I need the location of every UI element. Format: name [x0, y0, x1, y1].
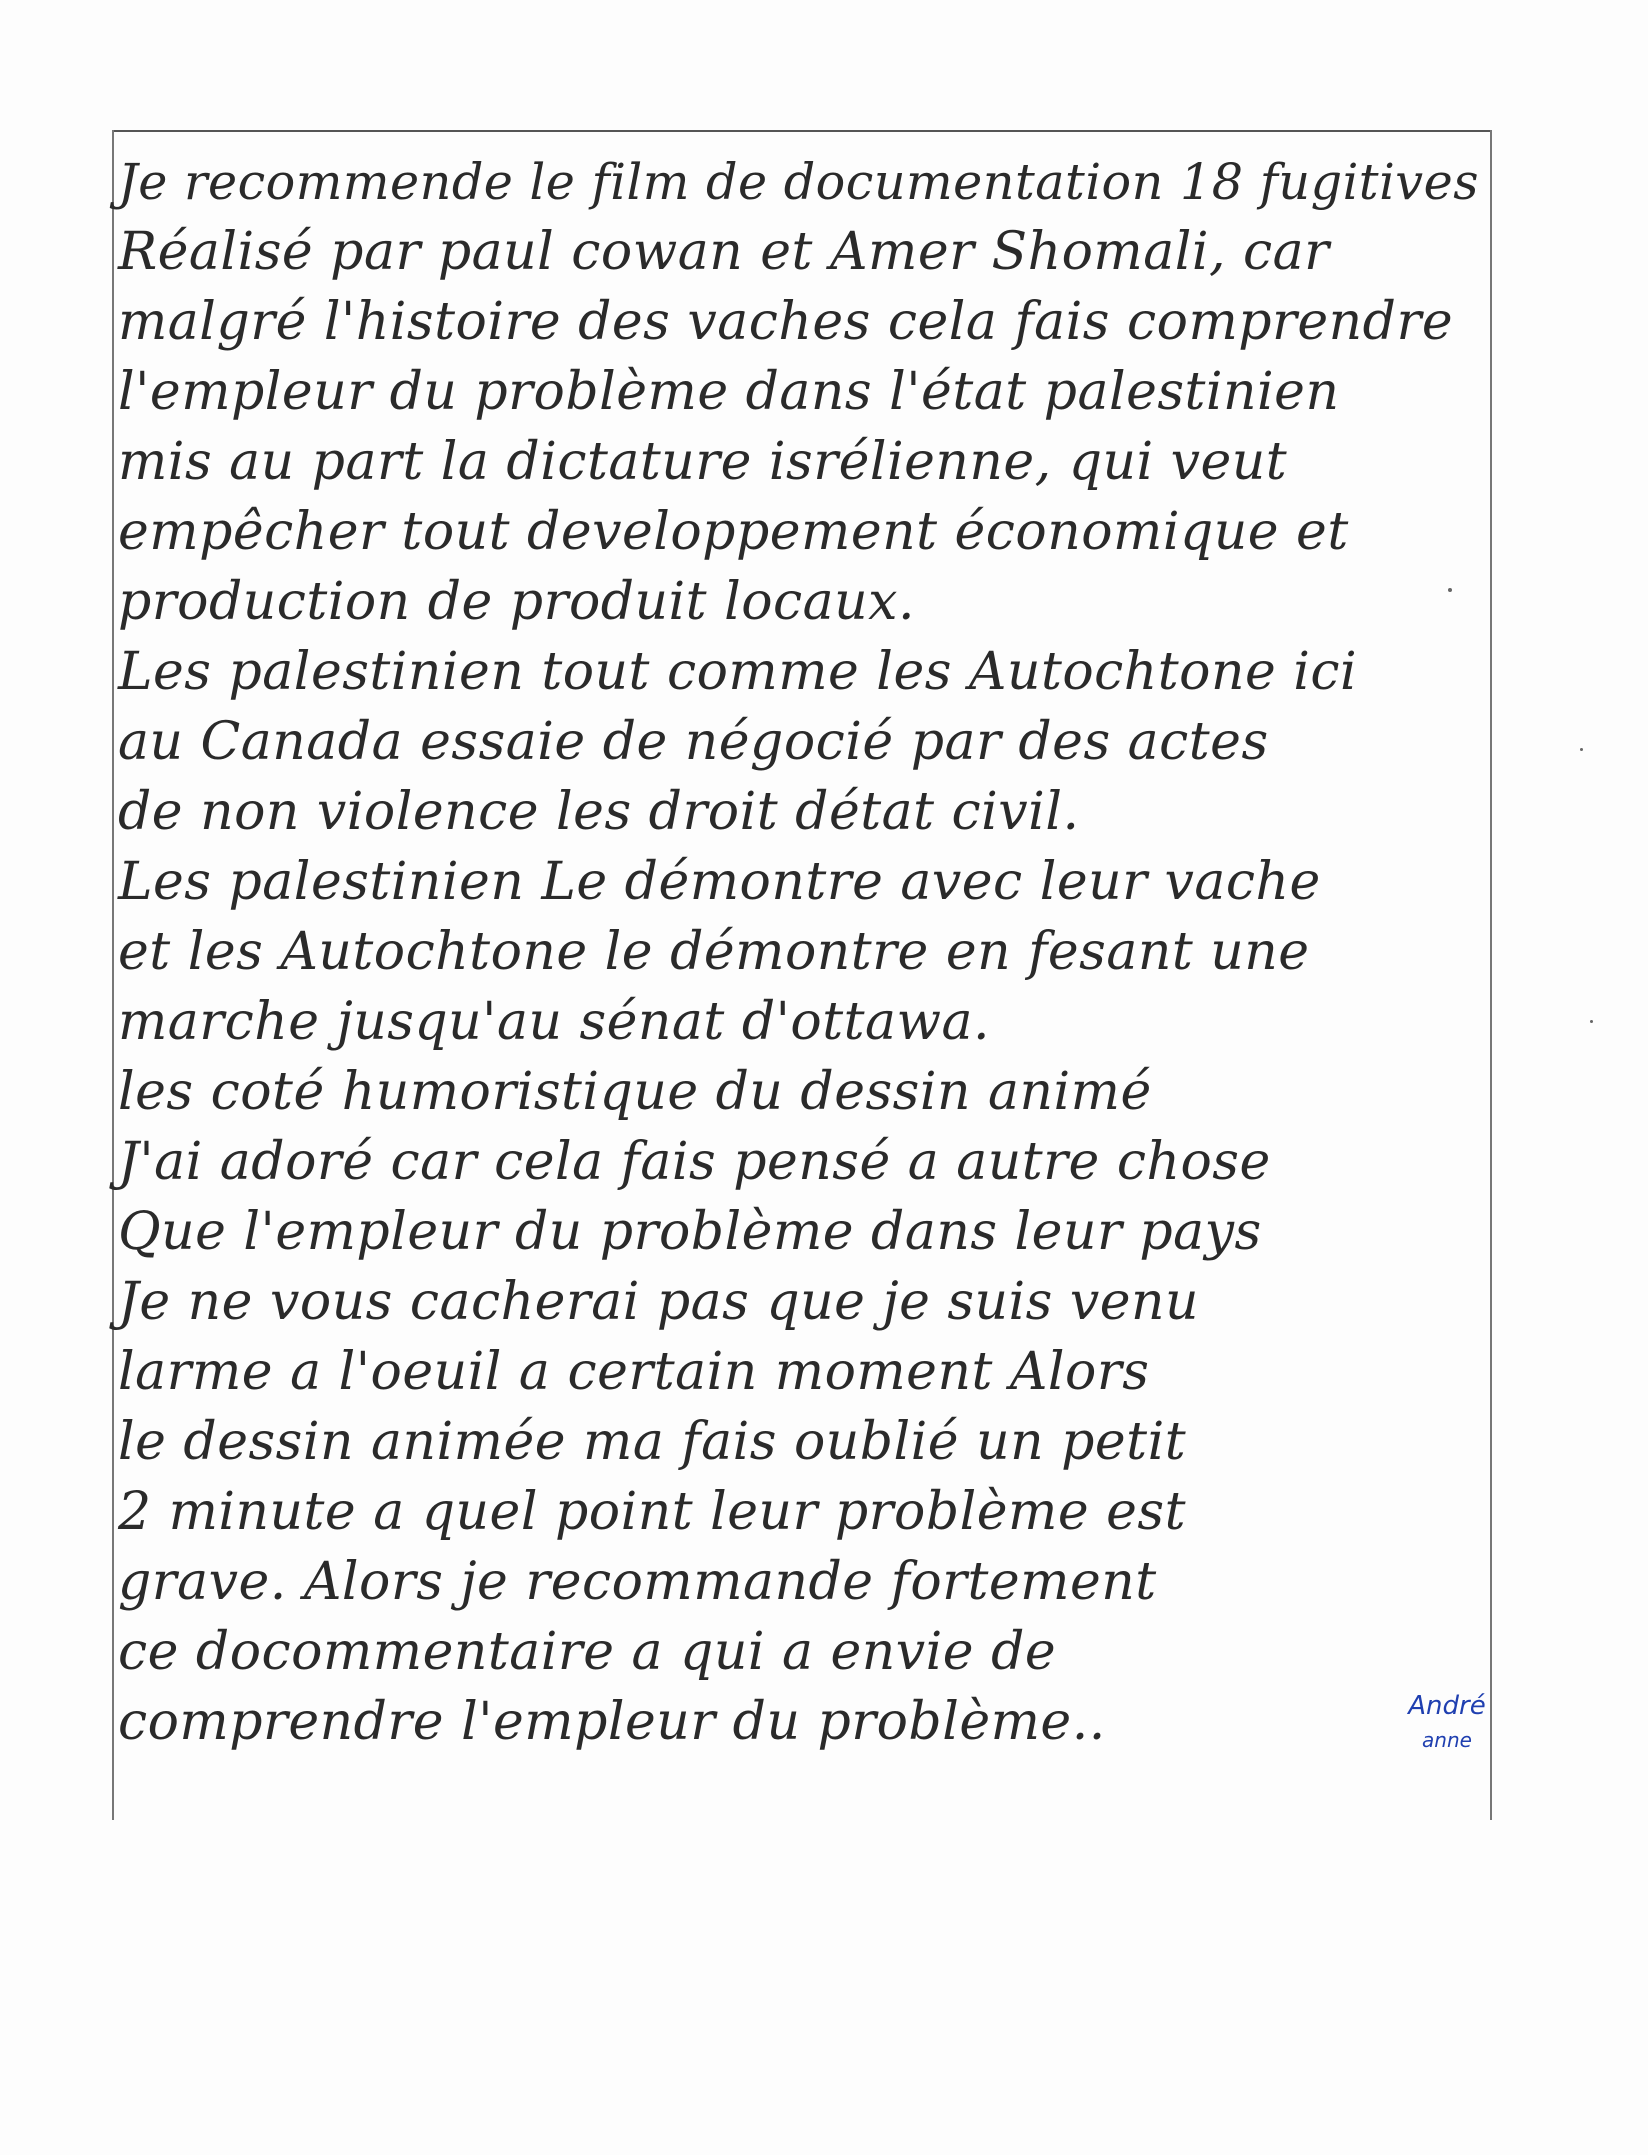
- text-line-15: J'ai adoré car cela fais pensé a autre chose: [118, 1132, 1271, 1192]
- paper-speck: [1448, 588, 1452, 592]
- text-line-1: Je recommende le film de documentation 18 fugitives: [118, 153, 1479, 211]
- text-line-6: empêcher tout developpement économique et: [118, 502, 1349, 562]
- text-line-8: Les palestinien tout comme les Autochtone ici: [118, 642, 1358, 702]
- text-line-19: le dessin animée ma fais oublié un petit: [118, 1412, 1187, 1472]
- page-border-top: [112, 130, 1492, 132]
- text-line-14: les coté humoristique du dessin animé: [118, 1062, 1152, 1122]
- paper-speck: [1580, 748, 1583, 751]
- text-line-10: de non violence les droit détat civil.: [118, 782, 1080, 842]
- signature-line-2: anne: [1422, 1728, 1472, 1752]
- text-line-9: au Canada essaie de négocié par des actes: [118, 712, 1269, 772]
- text-line-11: Les palestinien Le démontre avec leur vache: [118, 852, 1321, 912]
- text-line-17: Je ne vous cacherai pas que je suis venu: [118, 1272, 1200, 1332]
- text-line-4: l'empleur du problème dans l'état palestinien: [118, 362, 1340, 422]
- paper-speck: [1590, 1020, 1593, 1023]
- signature-line-1: André: [1408, 1691, 1486, 1721]
- text-line-18: larme a l'oeuil a certain moment Alors: [118, 1342, 1150, 1402]
- text-line-16: Que l'empleur du problème dans leur pays: [118, 1202, 1262, 1262]
- text-line-3: malgré l'histoire des vaches cela fais comprendre: [118, 292, 1454, 352]
- text-line-13: marche jusqu'au sénat d'ottawa.: [118, 992, 991, 1052]
- text-line-21: grave. Alors je recommande fortement: [118, 1552, 1157, 1612]
- text-line-23: comprendre l'empleur du problème..: [118, 1692, 1106, 1752]
- text-line-7: production de produit locaux.: [118, 572, 915, 632]
- text-line-22: ce docommentaire a qui a envie de: [118, 1622, 1057, 1682]
- page-border-left: [112, 130, 114, 1820]
- text-line-5: mis au part la dictature isrélienne, qui veut: [118, 432, 1288, 492]
- page-border-right: [1490, 130, 1492, 1820]
- text-line-12: et les Autochtone le démontre en fesant une: [118, 922, 1310, 982]
- signature: [1392, 1690, 1502, 1756]
- text-line-20: 2 minute a quel point leur problème est: [118, 1482, 1187, 1542]
- text-line-2: Réalisé par paul cowan et Amer Shomali, car: [118, 222, 1330, 282]
